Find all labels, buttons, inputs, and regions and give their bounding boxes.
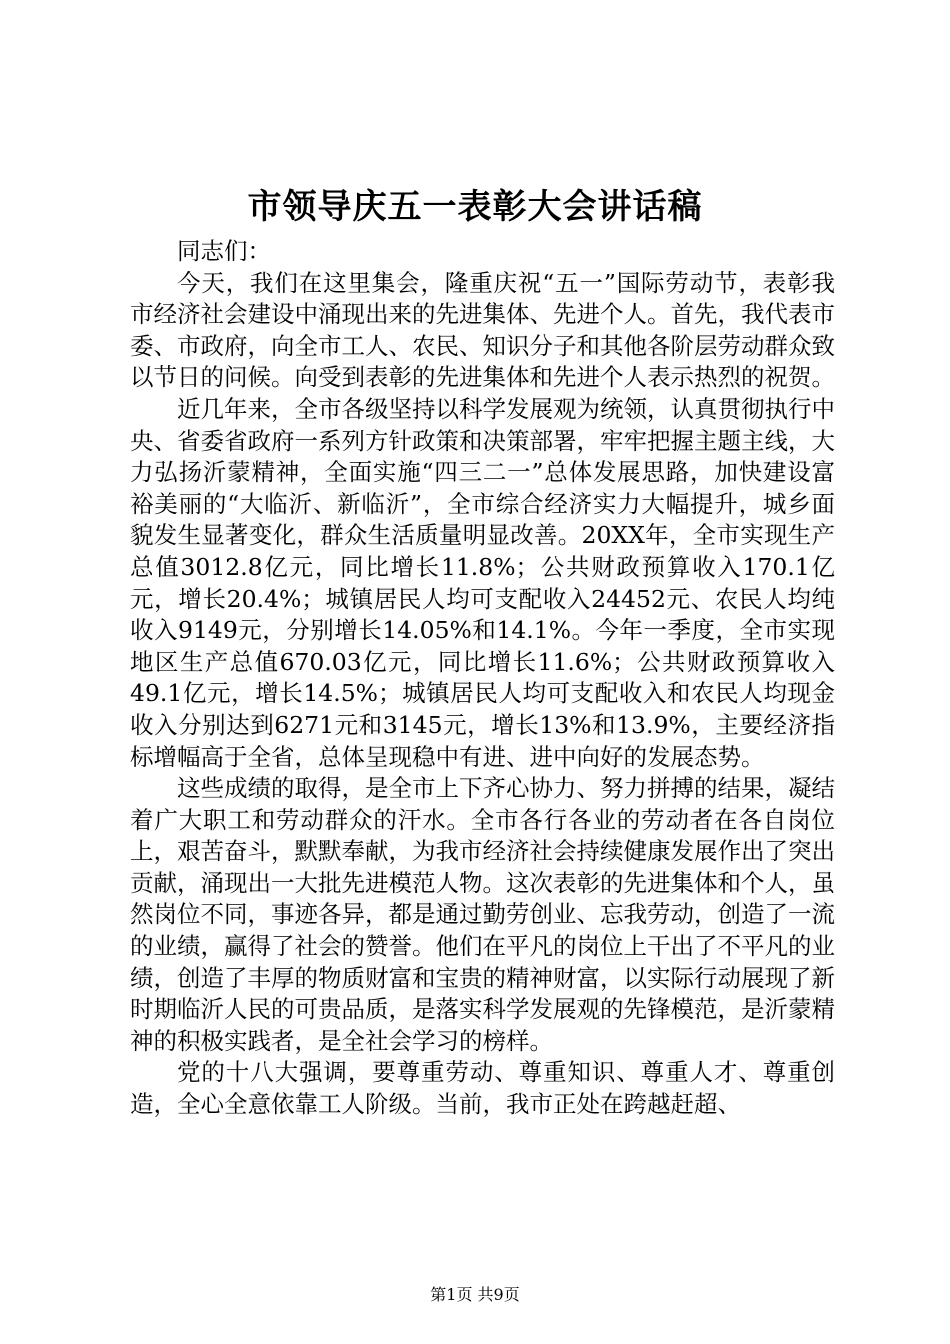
paragraph-2: 近几年来，全市各级坚持以科学发展观为统领，认真贯彻执行中央、省委省政府一系列方针政策和决策部署，牢牢把握主题主线，大力弘扬沂蒙精神，全面实施“四三二一”总体发展思路，加快建设富裕美丽的“大临沂、新临沂”，全市综合经济实力大幅提升，城乡面貌发生显著变化，群众生活质量明显改善。20XX年，全市实现生产总值3012.8亿元，同比增长11.8%；公共财政预算收入170.1亿元，增长20.4%；城镇居民人均可支配收入24452元、农民人均纯收入9149元，分别增长14.05%和14.1%。今年一季度，全市实现地区生产总值670.03亿元，同比增长11.6%；公共财政预算收入49.1亿元，增长14.5%；城镇居民人均可支配收入和农民人均现金收入分别达到6271元和3145元，增长13%和13.9%，主要经济指标增幅高于全省，总体呈现稳中有进、进中向好的发展态势。 <box>130 394 835 771</box>
document-body <box>130 236 835 1121</box>
paragraph-3: 这些成绩的取得，是全市上下齐心协力、努力拼搏的结果，凝结着广大职工和劳动群众的汗水。全市各行各业的劳动者在各自岗位上，艰苦奋斗，默默奉献，为我市经济社会持续健康发展作出了突出贡献，涌现出一大批先进模范人物。这次表彰的先进集体和个人，虽然岗位不同，事迹各异，都是通过勤劳创业、忘我劳动，创造了一流的业绩，赢得了社会的赞誉。他们在平凡的岗位上干出了不平凡的业绩，创造了丰厚的物质财富和宝贵的精神财富，以实际行动展现了新时期临沂人民的可贵品质，是落实科学发展观的先锋模范，是沂蒙精神的积极实践者，是全社会学习的榜样。 <box>130 774 835 1055</box>
paragraph-4: 党的十八大强调，要尊重劳动、尊重知识、尊重人才、尊重创造，全心全意依靠工人阶级。当前，我市正处在跨越赶超、 <box>130 1058 835 1119</box>
paragraph-1: 今天，我们在这里集会，隆重庆祝“五一”国际劳动节，表彰我市经济社会建设中涌现出来的先进集体、先进个人。首先，我代表市委、市政府，向全市工人、农民、知识分子和其他各阶层劳动群众致以节日的问候。向受到表彰的先进集体和先进个人表示热烈的祝贺。 <box>130 268 835 392</box>
page-footer: 第1页 共9页 <box>430 1285 520 1304</box>
salutation: 同志们： <box>177 237 271 265</box>
document-title: 市领导庆五一表彰大会讲话稿 <box>247 187 703 227</box>
